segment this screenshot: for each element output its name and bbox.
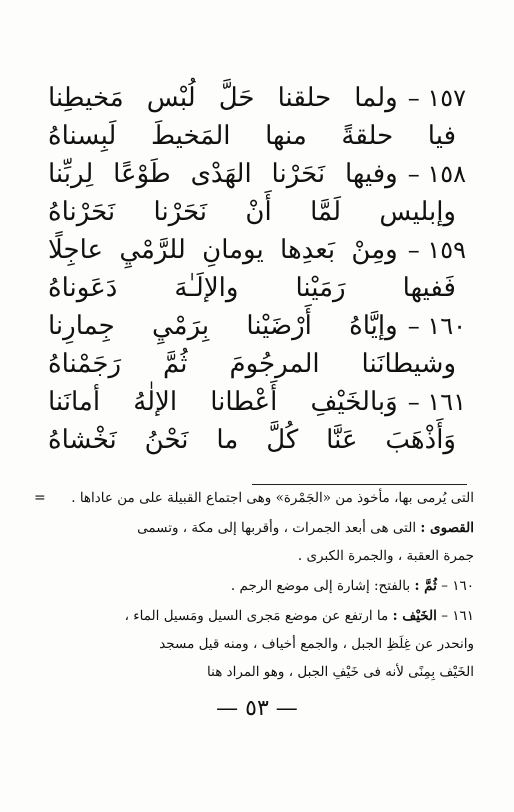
- verse-text: وفيها نَحَرْنا الهَدْى طَوْعًا لِربِّنا: [48, 159, 398, 189]
- verse-line: [48, 230, 466, 270]
- verse-text: وإيَّاهُ أَرْضَيْنا بِرَمْيِ جِمارِنا: [48, 311, 398, 341]
- verse-line: [48, 154, 466, 194]
- footnote-line: [40, 486, 474, 510]
- verse-number: ١٥٨ –: [407, 160, 466, 188]
- verse-text: وإبليس لَمَّا أَنْ نَحَرْنا نَحَرْناهُ: [48, 197, 456, 227]
- verse-number: ١٥٧ –: [407, 84, 466, 112]
- verse-line: [48, 420, 466, 460]
- footnote-term: القصوى :: [420, 520, 474, 536]
- verse-text: فيا حلقةً منها المَخيطَ لَبِسناهُ: [48, 121, 456, 151]
- verse-number: ١٦٠ –: [407, 312, 466, 340]
- footnote-text: التى هى أبعد الجمرات ، وأقربها إلى مكة ، وتسمى: [137, 520, 417, 536]
- footnote-line: [40, 574, 474, 598]
- verse-line: [48, 192, 466, 232]
- verse-text: وَأَذْهَبَ عَنَّا كُلَّ ما نَحْنُ نَخْشاهُ: [48, 425, 456, 455]
- footnote-line: [40, 544, 474, 568]
- continuation-mark: =: [34, 490, 46, 506]
- verse-line: [48, 268, 466, 308]
- footnote-line: [40, 632, 474, 656]
- footnote-text: ما ارتفع عن موضع مَجرى السيل ومَسيل الماء ،: [124, 608, 389, 624]
- verse-line: [48, 382, 466, 422]
- footnote-text: وانحدر عن غِلَظِ الجبل ، والجمع أخياف ، ومنه قيل مسجد: [159, 636, 474, 652]
- footnote-text: التى يُرمى بها، مأخوذ من «الجَمْرة» وهى اجتماع القبيلة على من عاداها .: [71, 490, 474, 506]
- footnote-term: الخَيْف :: [392, 608, 437, 624]
- footnote-number: ١٦٠ –: [441, 578, 474, 594]
- verse-line: [48, 116, 466, 156]
- verse-line: [48, 344, 466, 384]
- footnote-term: ثُمَّ :: [414, 578, 437, 594]
- verse-number: ١٦١ –: [407, 388, 466, 416]
- verse-text: ومِنْ بَعدِها يومانِ للرَّمْيِ عاجِلًا: [48, 235, 398, 265]
- footnote-line: [40, 660, 474, 684]
- footnote-divider: [252, 484, 467, 485]
- verse-line: [48, 78, 466, 118]
- footnote-text: بالفتح: إشارة إلى موضع الرجم .: [230, 578, 411, 594]
- verse-line: [48, 306, 466, 346]
- footnote-text: الخَيْف بِمِنًى لأنه فى خَيْفِ الجبل ، وهو المراد هنا: [207, 664, 474, 680]
- verse-text: ولما حلقنا حَلَّ لُبْس مَخيطِنا: [48, 83, 398, 113]
- footnote-line: [40, 604, 474, 628]
- verse-number: ١٥٩ –: [407, 236, 466, 264]
- verse-text: وَبالخَيْفِ أَعْطانا الإلٰهُ أمانَنا: [48, 387, 398, 417]
- verse-text: وشيطانَنا المرجُومَ ثُمَّ رَجَمْناهُ: [48, 349, 456, 379]
- page-number: — ٥٣ —: [216, 696, 298, 721]
- footnote-number: ١٦١ –: [441, 608, 474, 624]
- footnote-line: [40, 516, 474, 540]
- footnote-text: جمرة العقبة ، والجمرة الكبرى .: [297, 548, 474, 564]
- verse-text: فَفيها رَمَيْنا والإلَـٰهَ دَعَوناهُ: [48, 273, 456, 303]
